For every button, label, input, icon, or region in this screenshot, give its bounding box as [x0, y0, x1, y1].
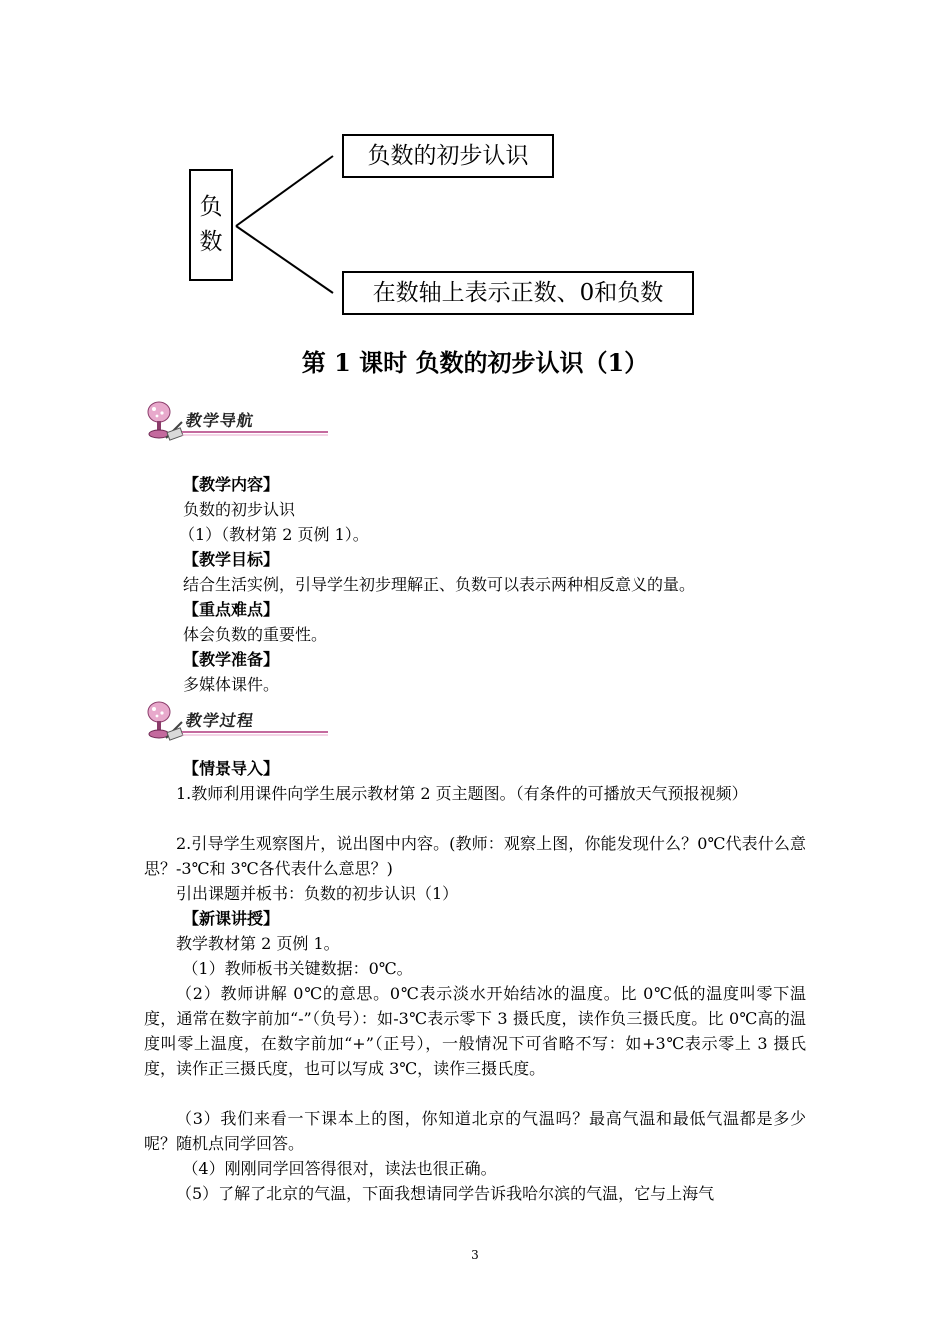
new-lesson-paragraph-2: （2）教师讲解 0℃的意思。0℃表示淡水开始结冰的温度。比 0℃低的温度叫零下温度，通常在数字前加“-”（负号）：如-3℃表示零下 3 摄氏度，读作负三摄氏度。比 0℃高的温度叫零上温度，在数字前加“+”（正号），一般情况下可省略不写：如+3℃表示零上 3 摄氏度，读作正三摄氏度，也可以写成 3℃，读作三摄氏度。 [144, 984, 806, 1078]
diagram-top-node: 负数的初步认识 [342, 134, 554, 178]
diagram-root-node [189, 169, 233, 281]
root-char-1: 负 [199, 194, 223, 220]
banner-guide-label: 教学导航 [184, 411, 256, 430]
intro-paragraph-1: 1.教师利用课件向学生展示教材第 2 页主题图。（有条件的可播放天气预报视频） [176, 784, 748, 803]
banner-guide-underline [182, 430, 328, 436]
new-lesson-paragraph-1: （1）教师板书关键数据：0℃。 [182, 959, 413, 978]
content-heading: 【教学内容】 [183, 475, 280, 494]
intro-heading: 【情景导入】 [183, 759, 280, 778]
goal-text: 结合生活实例，引导学生初步理解正、负数可以表示两种相反意义的量。 [183, 575, 696, 594]
tree-diagram [0, 0, 950, 330]
new-lesson-heading: 【新课讲授】 [183, 909, 280, 928]
diagram-bottom-node: 在数轴上表示正数、0和负数 [342, 271, 694, 315]
lesson-title: 第 1 课时 负数的初步认识（1） [301, 348, 649, 377]
prep-text: 多媒体课件。 [183, 675, 280, 694]
banner-process-label: 教学过程 [184, 711, 256, 730]
intro-paragraph-2: 2.引导学生观察图片，说出图中内容。(教师：观察上图，你能发现什么？0℃代表什么意思？-3℃和 3℃各代表什么意思？) [144, 834, 806, 878]
content-line-2: （1）（教材第 2 页例 1）。 [179, 525, 369, 544]
prep-heading: 【教学准备】 [183, 650, 280, 669]
goal-heading: 【教学目标】 [183, 550, 280, 569]
root-char-2: 数 [199, 229, 223, 255]
page-number: 3 [471, 1248, 479, 1262]
new-lesson-paragraph-4: （4）刚刚同学回答得很对，读法也很正确。 [182, 1159, 497, 1178]
new-lesson-paragraph-0: 教学教材第 2 页例 1。 [176, 934, 340, 953]
key-text: 体会负数的重要性。 [183, 625, 328, 644]
key-heading: 【重点难点】 [183, 600, 280, 619]
new-lesson-paragraph-5: （5）了解了北京的气温，下面我想请同学告诉我哈尔滨的气温，它与上海气 [176, 1184, 715, 1203]
intro-paragraph-3: 引出课题并板书：负数的初步认识（1） [176, 884, 459, 903]
banner-guide [142, 400, 290, 444]
new-lesson-paragraph-3: （3）我们来看一下课本上的图，你知道北京的气温吗？最高气温和最低气温都是多少呢？随机点同学回答。 [144, 1109, 806, 1153]
content-line-1: 负数的初步认识 [183, 500, 296, 519]
banner-process [142, 700, 290, 744]
banner-process-underline [182, 730, 328, 736]
